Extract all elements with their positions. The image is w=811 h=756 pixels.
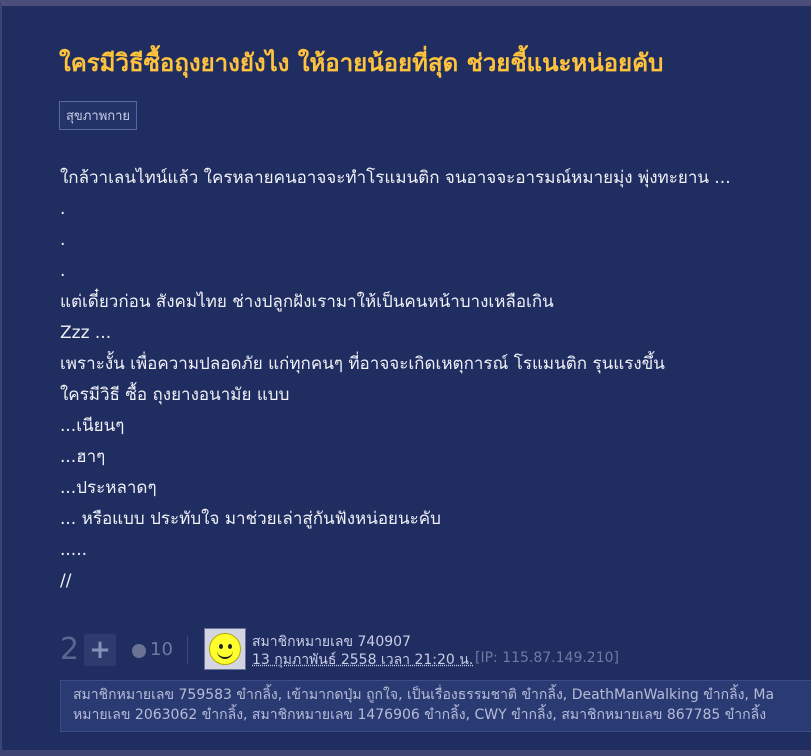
reactions-line[interactable]: หมายเลข 2063062 ขำกลิ้ง, สมาชิกหมายเลข 1476906 ขำกลิ้ง, CWY ขำกลิ้ง, สมาชิกหมายเลข 867785 ขำกลิ้ง — [73, 707, 767, 723]
divider — [187, 636, 188, 664]
post-line: เพราะงั้น เพื่อความปลอดภัย แก่ทุกคนๆ ที่อาจจะเกิดเหตุการณ์ โรแมนติก รุนแรงขึ้น — [60, 354, 665, 374]
post-line: ...เนียนๆ — [60, 416, 125, 436]
reactions-list — [60, 680, 811, 732]
post-line: ใครมีวิธี ซื้อ ถุงยางอนามัย แบบ — [60, 385, 290, 405]
post-line: แต่เดี๋ยวก่อน สังคมไทย ช่างปลูกฝังเรามาให้เป็นคนหน้าบางเหลือเกิน — [60, 292, 554, 312]
post-line: ..... — [60, 540, 88, 560]
ip-address: [IP: 115.87.149.210] — [475, 650, 619, 666]
post-line: . — [60, 230, 66, 250]
emotion-count[interactable]: 10 — [150, 639, 173, 660]
post-line: ใกล้วาเลนไทน์แล้ว ใครหลายคนอาจจะทำโรแมนติก จนอาจจะอารมณ์หมายมุ่ง พุ่งทะยาน ... — [60, 168, 731, 188]
topic-tag[interactable]: สุขภาพกาย — [59, 101, 137, 130]
post-footer — [60, 628, 811, 672]
username-link[interactable]: สมาชิกหมายเลข 740907 — [252, 634, 411, 650]
post-line: ...ฮาๆ — [60, 447, 106, 467]
post-line: // — [60, 571, 72, 591]
emotion-icon[interactable] — [132, 644, 146, 658]
post-line: ...ประหลาดๆ — [60, 478, 157, 498]
post-timestamp[interactable]: 13 กุมภาพันธ์ 2558 เวลา 21:20 น. — [252, 652, 474, 668]
post-line: Zzz ... — [60, 323, 112, 343]
reactions-line[interactable]: สมาชิกหมายเลข 759583 ขำกลิ้ง, เข้ามากดปุ่ม ถูกใจ, เป็นเรื่องธรรมชาติ ขำกลิ้ง, DeathManWalking ขำกลิ้ง, Ma — [73, 687, 775, 703]
smiley-icon — [209, 633, 241, 665]
post-line: . — [60, 199, 66, 219]
vote-count: 2 — [60, 632, 80, 667]
post-line: ... หรือแบบ ประทับใจ มาช่วยเล่าสู่กันฟังหน่อยนะคับ — [60, 509, 441, 529]
post-body — [60, 163, 811, 597]
avatar[interactable] — [204, 628, 246, 670]
post-title: ใครมีวิธีซื้อถุงยางยังไง ให้อายน้อยที่สุด ช่วยชี้แนะหน่อยคับ — [59, 49, 664, 77]
post-line: . — [60, 261, 66, 281]
plus-vote-button[interactable]: + — [84, 634, 116, 666]
